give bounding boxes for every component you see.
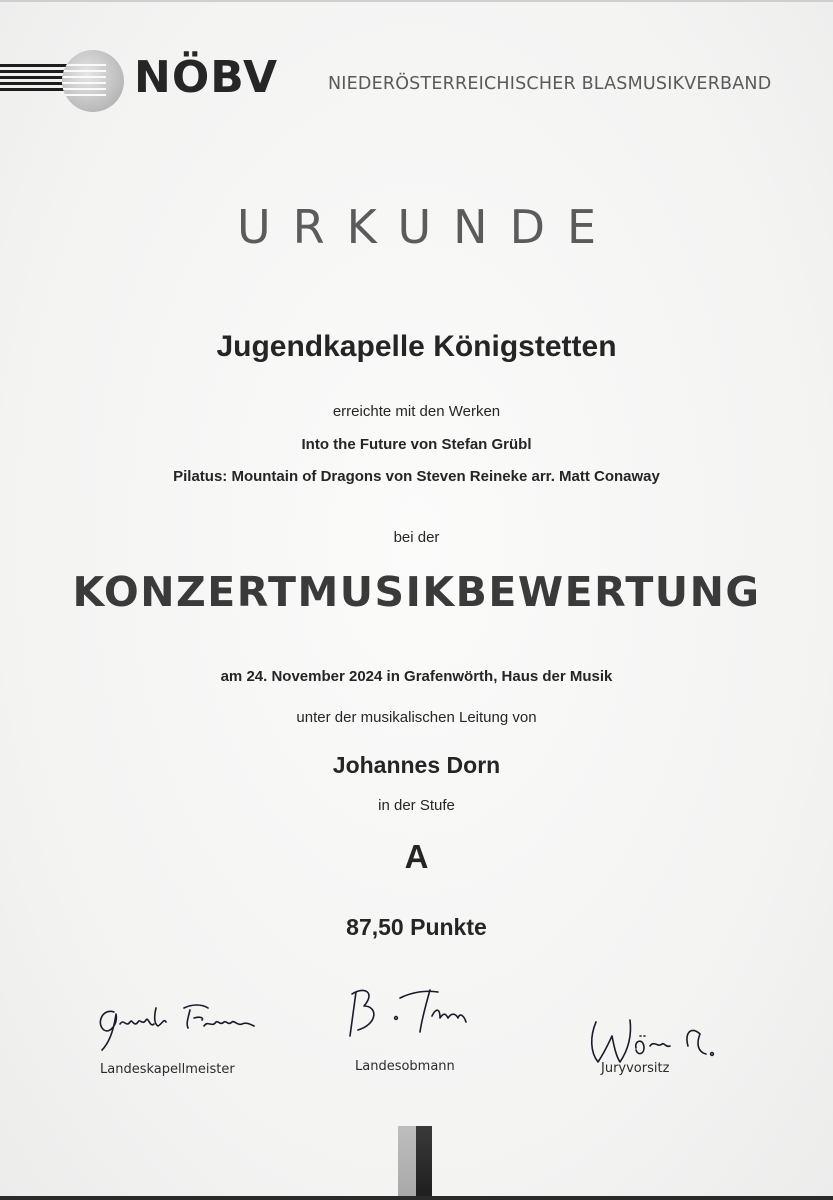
date-place: am 24. November 2024 in Grafenwörth, Haus der Musik (220, 668, 613, 685)
band-name: Jugendkapelle Königstetten (216, 330, 617, 363)
bottom-color-bars (398, 1126, 434, 1196)
conductor-name: Johannes Dorn (332, 752, 501, 778)
conductor-intro: unter der musikalischen Leitung von (296, 709, 537, 726)
certificate-title: URKUNDE (236, 200, 619, 254)
signature-landesobmann (342, 978, 492, 1044)
points-value: 87,50 Punkte (346, 914, 487, 940)
page-top-edge (0, 0, 833, 2)
organization-name: NIEDERÖSTERREICHISCHER BLASMUSIKVERBAND (328, 74, 772, 94)
work-2: Pilatus: Mountain of Dragons von Steven Reineke arr. Matt Conaway (173, 468, 660, 485)
signature-landeskapellmeister (92, 994, 262, 1056)
level-intro: in der Stufe (378, 797, 455, 814)
logo-text: NÖBV (134, 52, 279, 103)
event-name: KONZERTMUSIKBEWERTUNG (72, 568, 761, 616)
level-value: A (404, 838, 429, 875)
label-landesobmann: Landesobmann (355, 1059, 455, 1074)
work-1: Into the Future von Stefan Grübl (301, 436, 532, 453)
logo-circle-icon (62, 50, 124, 112)
label-landeskapellmeister: Landeskapellmeister (100, 1062, 235, 1077)
page-bottom-edge (0, 1196, 833, 1200)
label-juryvorsitz: Juryvorsitz (601, 1061, 670, 1076)
logo-stripes (0, 64, 70, 100)
event-intro: bei der (393, 529, 440, 546)
works-intro: erreichte mit den Werken (332, 403, 501, 420)
noebv-logo (0, 44, 300, 120)
